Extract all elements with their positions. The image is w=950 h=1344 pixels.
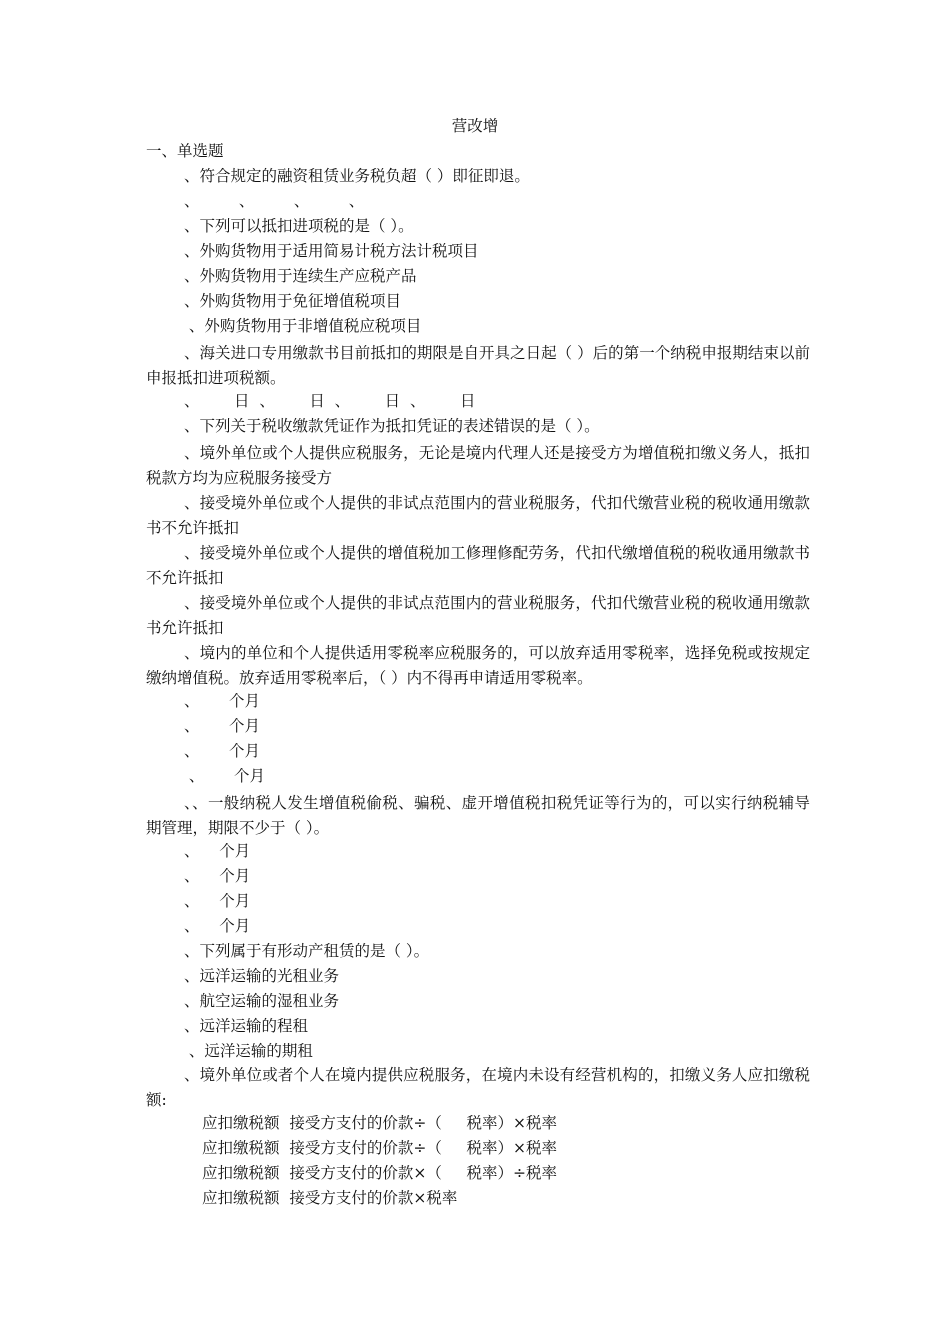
- question-2-option-c: 、外购货物用于免征增值税项目: [184, 292, 402, 310]
- question-8-option-c: 应扣缴税额 接受方支付的价款×（ 税率）÷税率: [202, 1164, 557, 1182]
- question-2-option-d: 、外购货物用于非增值税应税项目: [184, 317, 422, 335]
- question-4-option-d: 、接受境外单位或个人提供的非试点范围内的营业税服务，代扣代缴营业税的税收通用缴款书允许抵扣: [146, 594, 810, 637]
- question-1: 、符合规定的融资租赁业务税负超（ ）即征即退。: [184, 167, 530, 185]
- section-heading: 一、单选题: [146, 142, 224, 160]
- question-6-option-b: 、 个月: [184, 867, 251, 885]
- question-5-option-b: 、 个月: [184, 717, 261, 735]
- question-8: 、境外单位或者个人在境内提供应税服务，在境内未设有经营机构的，扣缴义务人应扣缴税额:: [146, 1066, 810, 1109]
- question-7-option-c: 、远洋运输的程租: [184, 1017, 309, 1035]
- question-2: 、下列可以抵扣进项税的是（ ）。: [184, 217, 414, 235]
- question-3-options: 、 日 、 日 、 日 、 日: [184, 392, 476, 410]
- question-7-option-b: 、航空运输的湿租业务: [184, 992, 340, 1010]
- question-4: 、下列关于税收缴款凭证作为抵扣凭证的表述错误的是（ ）。: [184, 417, 600, 435]
- question-6-option-c: 、 个月: [184, 892, 251, 910]
- question-7: 、下列属于有形动产租赁的是（ ）。: [184, 942, 430, 960]
- question-5-option-a: 、 个月: [184, 692, 261, 710]
- question-6-option-a: 、 个月: [184, 842, 251, 860]
- question-8-option-b: 应扣缴税额 接受方支付的价款÷（ 税率）×税率: [202, 1139, 557, 1157]
- question-4-option-b: 、接受境外单位或个人提供的非试点范围内的营业税服务，代扣代缴营业税的税收通用缴款书不允许抵扣: [146, 494, 810, 537]
- question-5-option-c: 、 个月: [184, 742, 261, 760]
- question-2-option-a: 、外购货物用于适用简易计税方法计税项目: [184, 242, 479, 260]
- question-7-option-d: 、远洋运输的期租: [184, 1042, 313, 1060]
- question-5: 、境内的单位和个人提供适用零税率应税服务的，可以放弃适用零税率，选择免税或按规定缴纳增值税。放弃适用零税率后，（ ）内不得再申请适用零税率。: [146, 644, 810, 687]
- question-4-option-c: 、接受境外单位或个人提供的增值税加工修理修配劳务，代扣代缴增值税的税收通用缴款书不允许抵扣: [146, 544, 810, 587]
- question-8-option-a: 应扣缴税额 接受方支付的价款÷（ 税率）×税率: [202, 1114, 557, 1132]
- document-title: 营改增: [451, 117, 499, 135]
- question-7-option-a: 、远洋运输的光租业务: [184, 967, 340, 985]
- question-4-option-a: 、境外单位或个人提供应税服务，无论是境内代理人还是接受方为增值税扣缴义务人，抵扣税款方均为应税服务接受方: [146, 444, 810, 487]
- question-6-option-d: 、 个月: [184, 917, 251, 935]
- question-1-options: 、 、 、 、: [184, 192, 365, 210]
- question-8-option-d: 应扣缴税额 接受方支付的价款×税率: [202, 1189, 458, 1207]
- question-2-option-b: 、外购货物用于连续生产应税产品: [184, 267, 417, 285]
- question-5-option-d: 、 个月: [184, 767, 265, 785]
- question-3: 、海关进口专用缴款书目前抵扣的期限是自开具之日起（ ）后的第一个纳税申报期结束以前申报抵扣进项税额。: [146, 344, 810, 387]
- question-6: 、、一般纳税人发生增值税偷税、骗税、虚开增值税扣税凭证等行为的，可以实行纳税辅导期管理，期限不少于（ ）。: [146, 794, 810, 837]
